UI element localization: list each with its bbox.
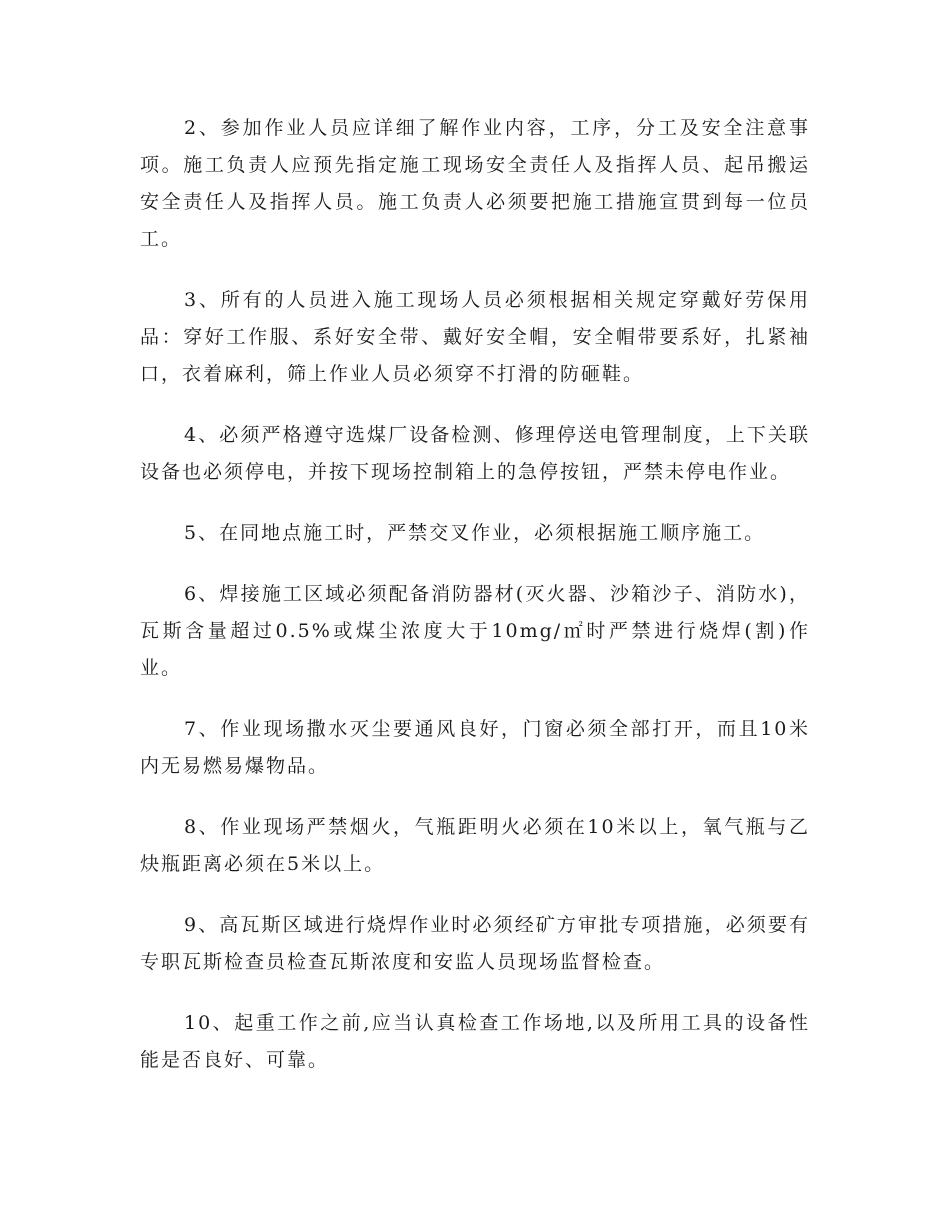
- document-body: [140, 110, 810, 1103]
- paragraph-item-2: 2、参加作业人员应详细了解作业内容，工序，分工及安全注意事项。施工负责人应预先指定施工现场安全责任人及指挥人员、起吊搬运安全责任人及指挥人员。施工负责人必须要把施工措施宣贯到每一位员工。: [140, 117, 810, 250]
- paragraph-item-4: 4、必须严格遵守选煤厂设备检测、修理停送电管理制度，上下关联设备也必须停电，并按下现场控制箱上的急停按钮，严禁未停电作业。: [140, 424, 810, 483]
- paragraph-item-8: 8、作业现场严禁烟火，气瓶距明火必须在10米以上，氧气瓶与乙炔瓶距离必须在5米以上。: [140, 816, 810, 875]
- paragraph-item-6: 6、焊接施工区域必须配备消防器材(灭火器、沙箱沙子、消防水)，瓦斯含量超过0.5%或煤尘浓度大于10mg/㎡时严禁进行烧焊(割)作业。: [140, 583, 810, 679]
- paragraph-item-9: 9、高瓦斯区域进行烧焊作业时必须经矿方审批专项措施，必须要有专职瓦斯检查员检查瓦斯浓度和安监人员现场监督检查。: [140, 914, 810, 973]
- paragraph-item-10: 10、起重工作之前,应当认真检查工作场地,以及所用工具的设备性能是否良好、可靠。: [140, 1012, 810, 1071]
- paragraph-item-5: 5、在同地点施工时，严禁交叉作业，必须根据施工顺序施工。: [184, 522, 766, 544]
- paragraph-item-3: 3、所有的人员进入施工现场人员必须根据相关规定穿戴好劳保用品：穿好工作服、系好安全带、戴好安全帽，安全帽带要系好，扎紧袖口，衣着麻利，筛上作业人员必须穿不打滑的防砸鞋。: [140, 289, 810, 385]
- paragraph-item-7: 7、作业现场撒水灭尘要通风良好，门窗必须全部打开，而且10米内无易燃易爆物品。: [140, 718, 810, 777]
